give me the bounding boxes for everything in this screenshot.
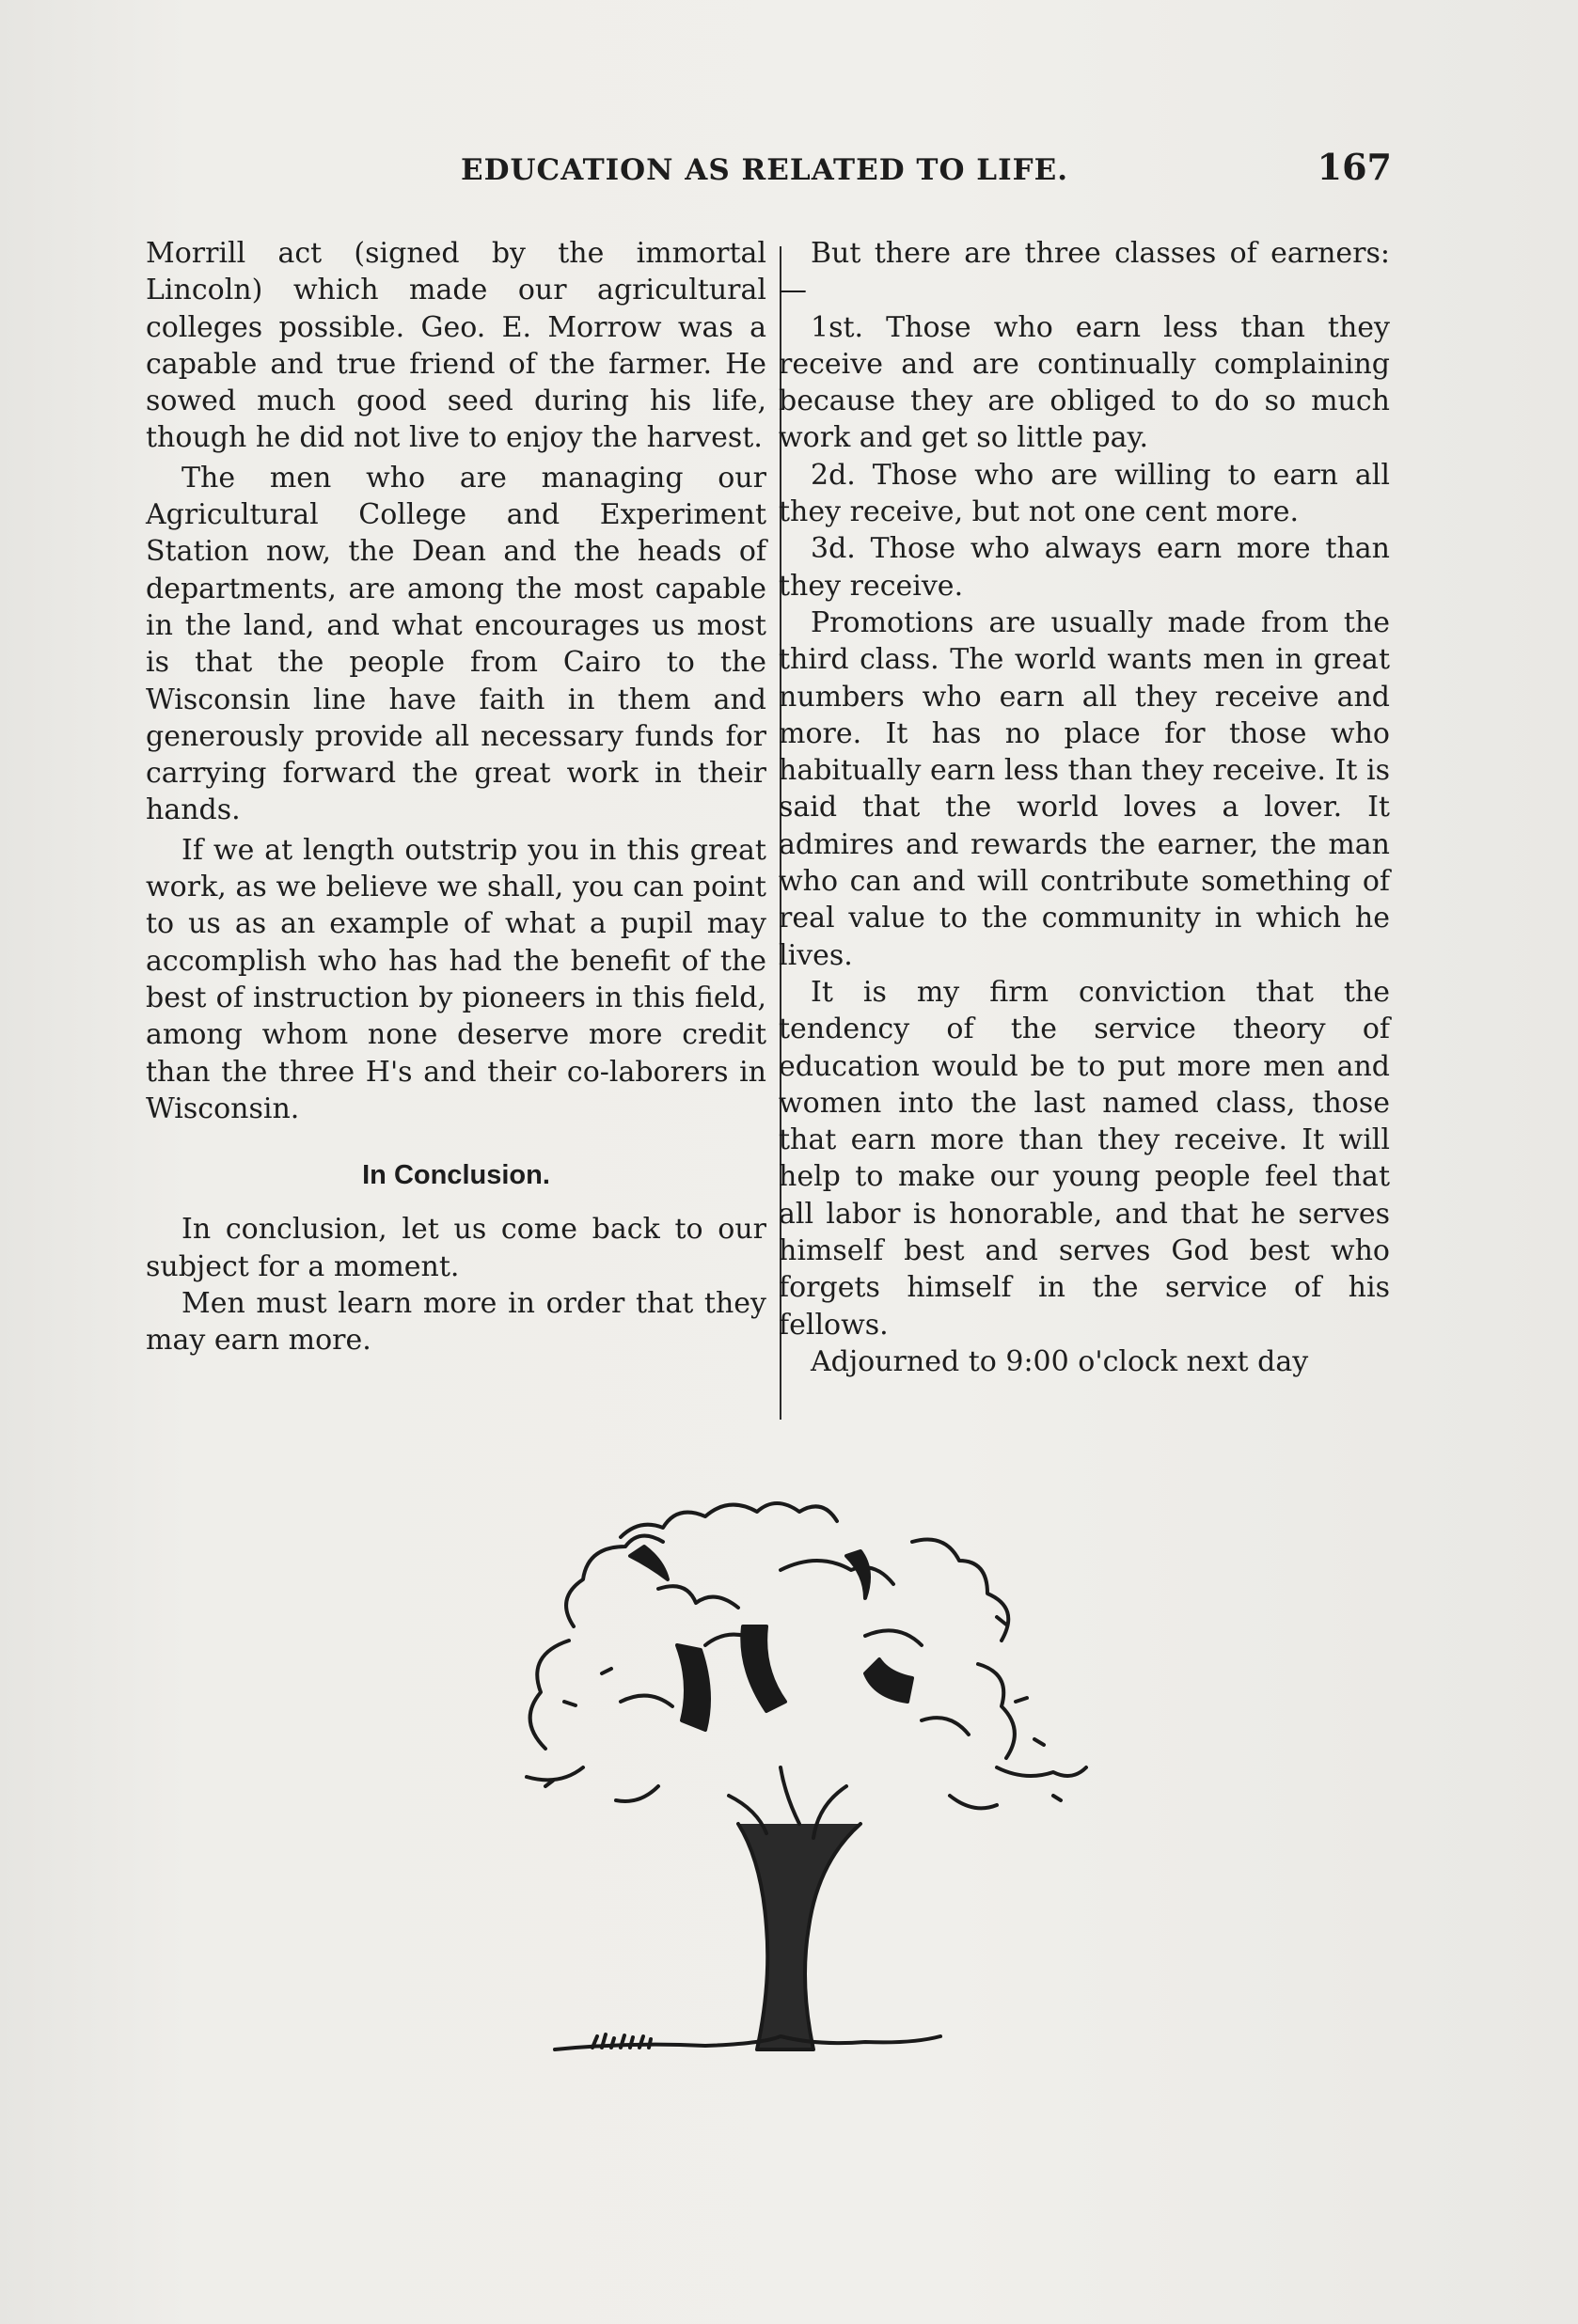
conclusion-paragraph-2: Men must learn more in order that they may earn more. <box>146 1287 766 1358</box>
right-paragraph-1: But there are three classes of earners:— <box>779 237 1390 307</box>
conclusion-paragraph-1: In conclusion, let us come back to our subject for a moment. <box>146 1213 766 1283</box>
right-paragraph-7: Adjourned to 9:00 o'clock next day <box>811 1344 1309 1378</box>
right-paragraph-6: It is my firm conviction that the tendency of the service theory of education would be to put more men and women into the last named class, those that earn more than they receive. It will help to make our young people feel that all labor is honorable, and that he serves himself best and serves God best who forgets himself in the service of his fellows. <box>779 975 1390 1342</box>
section-heading: In Conclusion. <box>362 1160 550 1191</box>
right-paragraph-2: 1st. Those who earn less than they receive and are continually complaining because they are obliged to do so much work and get so little pay. <box>779 310 1390 455</box>
left-paragraph-3: If we at length outstrip you in this great work, as we believe we shall, you can point to us as an example of what a pupil may accomplish who has had the benefit of the best of instruction by pioneers in this field, among whom none deserve more credit than the three H's and their co-laborers in Wisconsin. <box>146 833 766 1125</box>
left-paragraph-2: The men who are managing our Agricultural College and Experiment Station now, the Dean and the heads of departments, are among the most capable in the land, and what encourages us most is that the people from Cairo to the Wisconsin line have faith in them and generously provide all necessary funds for carrying forward the great work in their hands. <box>146 461 766 827</box>
left-paragraph-1: Morrill act (signed by the immortal Lincoln) which made our agricultural colleges possible. Geo. E. Morrow was a capable and true friend of the farmer. He sowed much good seed during his life, though he did not live to enjoy the harvest. <box>146 237 766 455</box>
right-paragraph-5: Promotions are usually made from the third class. The world wants men in great numbers who earn all they receive and more. It has no place for those who habitually earn less than they receive. It is said that the world loves a lover. It admires and rewards the earner, the man who can and will contribute something of real value to the community in which he lives. <box>779 605 1390 972</box>
right-column <box>779 235 1390 1380</box>
left-column <box>146 235 766 1359</box>
right-paragraph-4: 3d. Those who always earn more than they receive. <box>779 532 1390 603</box>
right-paragraph-3: 2d. Those who are willing to earn all they receive, but not one cent more. <box>779 458 1390 529</box>
oak-tree-icon <box>508 1485 1128 2087</box>
running-title: EDUCATION AS RELATED TO LIFE. <box>461 153 1069 187</box>
page-number: 167 <box>1317 146 1392 188</box>
running-head <box>150 146 1392 193</box>
